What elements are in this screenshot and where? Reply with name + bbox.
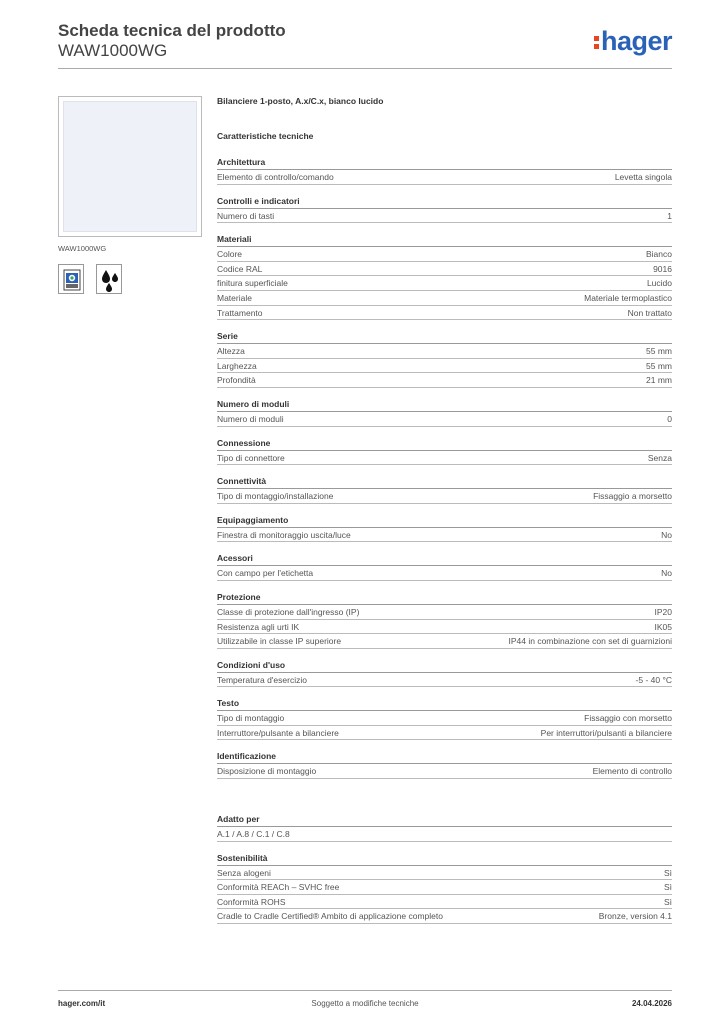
section-title: Connessione: [217, 437, 672, 451]
specs-heading: Caratteristiche tecniche: [217, 131, 314, 141]
spec-label: Tipo di montaggio: [217, 713, 285, 724]
spec-label: Larghezza: [217, 360, 257, 371]
spec-value: Lucido: [646, 278, 672, 289]
spec-label: Temperatura d'esercizio: [217, 674, 307, 685]
spec-label: Interruttore/pulsante a bilanciere: [217, 727, 339, 738]
spec-value: No: [661, 529, 672, 540]
spec-label: Resistenza agli urti IK: [217, 621, 300, 632]
section-title: Numero di moduli: [217, 398, 672, 412]
spec-value: No: [661, 568, 672, 579]
spec-label: Con campo per l'etichetta: [217, 568, 314, 579]
spec-section: [217, 750, 672, 779]
spec-section: [217, 852, 672, 924]
spec-label: Conformità ROHS: [217, 896, 286, 907]
section-title: Sostenibilità: [217, 852, 672, 866]
spec-section: [217, 195, 672, 224]
spec-value: Bianco: [646, 249, 672, 260]
spec-row: [217, 209, 672, 224]
drops-icon: [96, 264, 122, 294]
spec-label: finitura superficiale: [217, 278, 288, 289]
section-title: Materiali: [217, 233, 672, 247]
spec-value: -5 - 40 °C: [635, 674, 672, 685]
spec-section: [217, 697, 672, 740]
spec-section: [217, 156, 672, 185]
spec-label: Classe di protezione dall'ingresso (IP): [217, 606, 360, 617]
spec-row: [217, 880, 672, 895]
header-divider: [58, 68, 672, 69]
spec-section: [217, 437, 672, 466]
spec-value: Levetta singola: [614, 172, 672, 182]
spec-value: Bronze, version 4.1: [598, 911, 672, 922]
spec-label: A.1 / A.8 / C.1 / C.8: [217, 829, 290, 840]
spec-row: [217, 827, 672, 842]
spec-label: Materiale: [217, 292, 252, 303]
spec-section: [217, 591, 672, 649]
spec-value: 0: [667, 413, 672, 424]
spec-section: [217, 233, 672, 320]
product-name: Bilanciere 1-posto, A.x/C.x, bianco lucido: [217, 96, 384, 106]
spec-value: 55 mm: [646, 360, 672, 371]
spec-row: [217, 605, 672, 620]
spec-row: [217, 673, 672, 688]
spec-value: Fissaggio con morsetto: [584, 713, 672, 724]
spec-label: Disposizione di montaggio: [217, 766, 317, 777]
spec-row: [217, 344, 672, 359]
logo-dots-icon: [594, 33, 599, 52]
spec-label: Profondità: [217, 375, 256, 386]
spec-label: Finestra di monitoraggio uscita/luce: [217, 529, 351, 540]
spec-section: [217, 659, 672, 688]
spec-section: [217, 475, 672, 504]
spec-label: Numero di moduli: [217, 413, 284, 424]
spec-value: Fissaggio a morsetto: [593, 491, 672, 502]
spec-section: [217, 398, 672, 427]
footer-website-link[interactable]: hager.com/it: [58, 999, 106, 1008]
section-title: Condizioni d'uso: [217, 659, 672, 673]
spec-value: Non trattato: [627, 307, 672, 318]
spec-value: 1: [667, 210, 672, 221]
spec-value: Sì: [663, 896, 672, 907]
spec-row: [217, 247, 672, 262]
spec-row: [217, 866, 672, 881]
spec-row: [217, 291, 672, 306]
spec-row: [217, 412, 672, 427]
spec-value: Per interruttori/pulsanti a bilanciere: [540, 727, 672, 738]
section-title: Testo: [217, 697, 672, 711]
spec-value: IK05: [654, 621, 672, 632]
page-header: [58, 21, 672, 65]
spec-value: IP20: [654, 606, 672, 617]
spec-row: [217, 895, 672, 910]
product-image-label: WAW1000WG: [58, 244, 107, 253]
spec-section: [217, 514, 672, 543]
section-title: Controlli e indicatori: [217, 195, 672, 209]
section-title: Serie: [217, 330, 672, 344]
product-code: WAW1000WG: [58, 41, 168, 60]
spec-row: [217, 620, 672, 635]
product-image: [58, 96, 202, 237]
section-title: Acessori: [217, 552, 672, 566]
spec-value: Materiale termoplastico: [584, 292, 672, 303]
spec-value: 21 mm: [646, 375, 672, 386]
spec-section: [217, 813, 672, 842]
spec-row: [217, 909, 672, 924]
spec-row: [217, 451, 672, 466]
document-title: Scheda tecnica del prodotto: [58, 21, 286, 40]
spec-sections: [217, 156, 672, 779]
section-title: Connettività: [217, 475, 672, 489]
section-title: Architettura: [217, 156, 672, 170]
spec-row: [217, 726, 672, 741]
spec-value: Elemento di controllo: [592, 766, 672, 777]
spec-value: IP44 in combinazione con set di guarnizioni: [508, 636, 672, 647]
section-title: Adatto per: [217, 813, 672, 827]
spec-row: [217, 711, 672, 726]
spec-value: 9016: [653, 263, 672, 274]
page-footer: [58, 990, 672, 1014]
spec-label: Tipo di connettore: [217, 452, 285, 463]
spec-label: Cradle to Cradle Certified® Ambito di applicazione completo: [217, 911, 443, 922]
spec-label: Colore: [217, 249, 243, 260]
spec-value: Senza: [647, 452, 672, 463]
spec-row: [217, 528, 672, 543]
spec-row: [217, 634, 672, 649]
logo-text: hager: [600, 26, 672, 56]
spec-label: Trattamento: [217, 307, 263, 318]
footer-date: 24.04.2026: [631, 999, 672, 1008]
spec-label: Senza alogeni: [217, 867, 271, 878]
spec-label: Codice RAL: [217, 263, 263, 274]
spec-row: [217, 764, 672, 779]
footer-disclaimer: Soggetto a modifiche tecniche: [311, 999, 419, 1008]
spec-label: Altezza: [217, 346, 245, 357]
spec-label: Tipo di montaggio/installazione: [217, 491, 334, 502]
spec-section: [217, 552, 672, 581]
spec-value: Sì: [663, 867, 672, 878]
spec-value: Sì: [663, 882, 672, 893]
spec-row: [217, 359, 672, 374]
hager-logo[interactable]: [594, 27, 672, 55]
section-title: Protezione: [217, 591, 672, 605]
recycle-badge-icon: [58, 264, 84, 294]
spec-row: [217, 373, 672, 388]
spec-content: [217, 94, 672, 924]
spec-row: [217, 170, 672, 185]
spec-label: Elemento di controllo/comando: [217, 172, 334, 182]
spec-label: Numero di tasti: [217, 210, 275, 221]
spec-sections-extra: [217, 813, 672, 924]
spec-row: [217, 262, 672, 277]
section-title: Identificazione: [217, 750, 672, 764]
spec-row: [217, 566, 672, 581]
spec-label: Conformità REACh – SVHC free: [217, 882, 340, 893]
spec-row: [217, 276, 672, 291]
spec-label: Utilizzabile in classe IP superiore: [217, 636, 342, 647]
section-title: Equipaggiamento: [217, 514, 672, 528]
spec-section: [217, 330, 672, 388]
spec-row: [217, 306, 672, 321]
spec-row: [217, 489, 672, 504]
spec-value: 55 mm: [646, 346, 672, 357]
